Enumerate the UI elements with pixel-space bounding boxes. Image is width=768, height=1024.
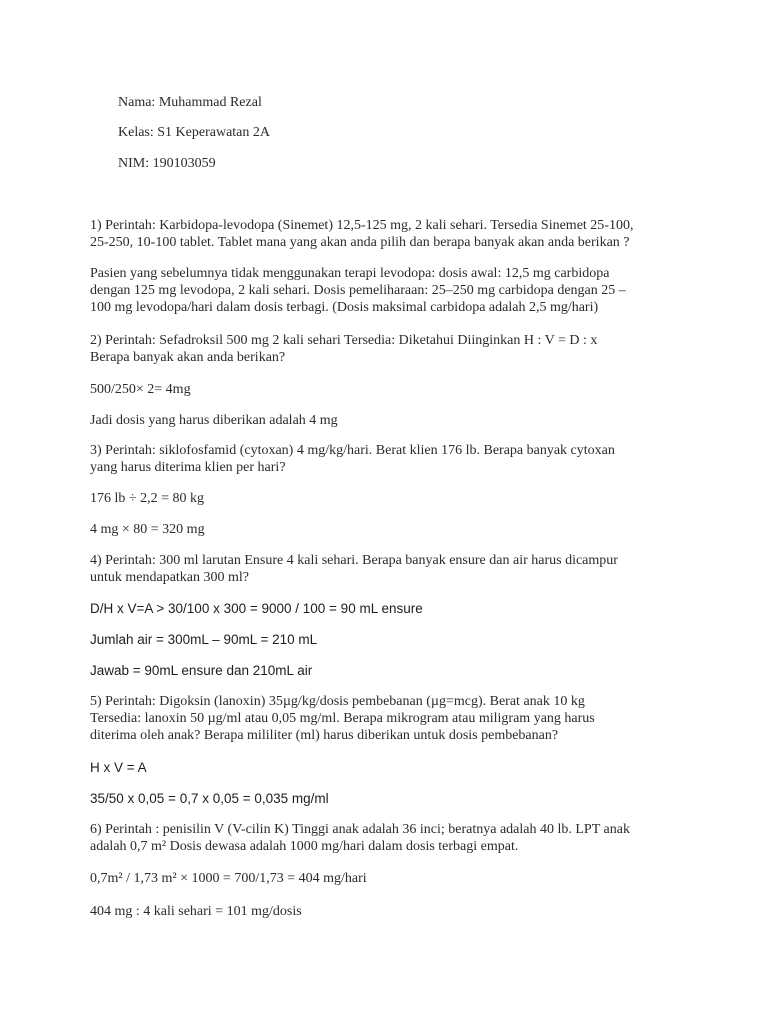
answer-3-calc-1: 176 lb ÷ 2,2 = 80 kg <box>90 491 204 506</box>
question-4-line-2: untuk mendapatkan 300 ml? <box>90 570 250 585</box>
question-5-line-1: 5) Perintah: Digoksin (lanoxin) 35µg/kg/dosis pembebanan (µg=mcg). Berat anak 10 kg <box>90 694 585 709</box>
answer-2-calc: 500/250× 2= 4mg <box>90 382 191 397</box>
question-5-line-3: diterima oleh anak? Berapa mililiter (ml) harus diberikan untuk dosis pembebanan? <box>90 728 559 743</box>
answer-1-line-1: Pasien yang sebelumnya tidak menggunakan terapi levodopa: dosis awal: 12,5 mg carbidopa <box>90 266 610 281</box>
question-3-line-1: 3) Perintah: siklofosfamid (cytoxan) 4 mg/kg/hari. Berat klien 176 lb. Berapa banyak cytoxan <box>90 443 615 458</box>
answer-6-calc-1: 0,7m² / 1,73 m² × 1000 = 700/1,73 = 404 mg/hari <box>90 871 367 886</box>
question-1-line-2: 25-250, 10-100 tablet. Tablet mana yang akan anda pilih dan berapa banyak akan anda berikan ? <box>90 235 630 250</box>
question-1-line-1: 1) Perintah: Karbidopa-levodopa (Sinemet) 12,5-125 mg, 2 kali sehari. Tersedia Sinemet 25-100, <box>90 218 634 233</box>
question-4-line-1: 4) Perintah: 300 ml larutan Ensure 4 kali sehari. Berapa banyak ensure dan air harus dicampur <box>90 553 618 568</box>
student-nim: NIM: 190103059 <box>118 156 216 171</box>
question-2-line-1: 2) Perintah: Sefadroksil 500 mg 2 kali sehari Tersedia: Diketahui Diinginkan H : V = D : x <box>90 333 598 348</box>
answer-1-line-3: 100 mg levodopa/hari dalam dosis terbagi. (Dosis maksimal carbidopa adalah 2,5 mg/hari) <box>90 300 599 315</box>
answer-1-line-2: dengan 125 mg levodopa, 2 kali sehari. Dosis pemeliharaan: 25–250 mg carbidopa dengan 25 – <box>90 283 626 298</box>
question-5-line-2: Tersedia: lanoxin 50 µg/ml atau 0,05 mg/ml. Berapa mikrogram atau miligram yang harus <box>90 711 595 726</box>
answer-4-calc-2: Jumlah air = 300mL – 90mL = 210 mL <box>90 632 318 647</box>
answer-2-result: Jadi dosis yang harus diberikan adalah 4 mg <box>90 413 338 428</box>
student-name: Nama: Muhammad Rezal <box>118 95 262 110</box>
question-2-line-2: Berapa banyak akan anda berikan? <box>90 350 286 365</box>
question-6-line-1: 6) Perintah : penisilin V (V-cilin K) Tinggi anak adalah 36 inci; beratnya adalah 40 lb. LPT anak <box>90 822 630 837</box>
student-class: Kelas: S1 Keperawatan 2A <box>118 125 271 140</box>
answer-4-calc-1: D/H x V=A > 30/100 x 300 = 9000 / 100 = 90 mL ensure <box>90 601 423 616</box>
answer-5-calc-1: H x V = A <box>90 760 147 775</box>
question-3-line-2: yang harus diterima klien per hari? <box>90 460 286 475</box>
answer-6-calc-2: 404 mg : 4 kali sehari = 101 mg/dosis <box>90 904 302 919</box>
question-6-line-2: adalah 0,7 m² Dosis dewasa adalah 1000 mg/hari dalam dosis terbagi empat. <box>90 839 519 854</box>
answer-5-calc-2: 35/50 x 0,05 = 0,7 x 0,05 = 0,035 mg/ml <box>90 791 329 806</box>
answer-3-calc-2: 4 mg × 80 = 320 mg <box>90 522 205 537</box>
answer-4-result: Jawab = 90mL ensure dan 210mL air <box>90 663 313 678</box>
